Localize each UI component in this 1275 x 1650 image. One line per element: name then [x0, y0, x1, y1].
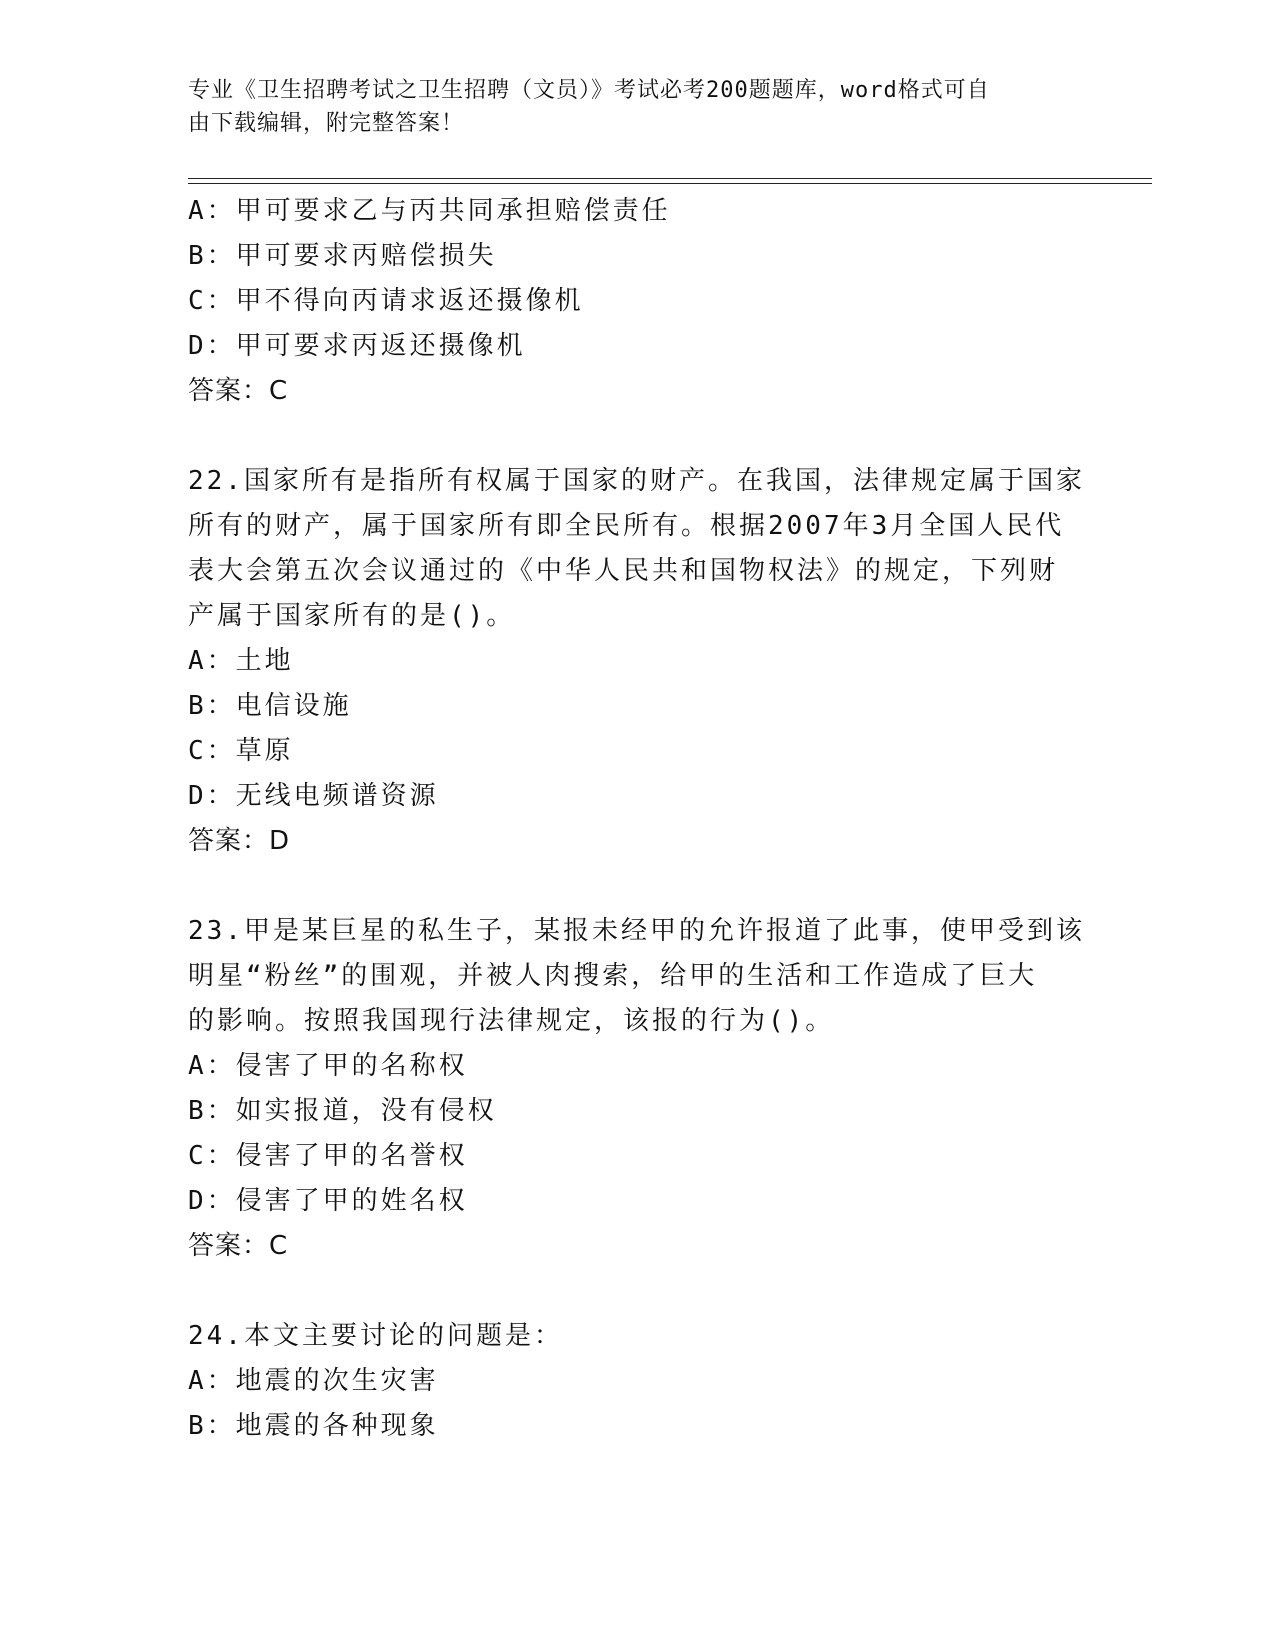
question-24 — [188, 1314, 1088, 1449]
question-stem-line: 23.甲是某巨星的私生子，某报未经甲的允许报道了此事，使甲受到该 — [188, 916, 1085, 946]
option-a: A：地震的次生灾害 — [188, 1366, 439, 1396]
question-stem-line: 产属于国家所有的是()。 — [188, 601, 516, 631]
spacer — [188, 1269, 1088, 1314]
answer: 答案：C — [188, 376, 289, 406]
header-divider-bottom — [188, 183, 1152, 184]
document-header — [188, 74, 1068, 140]
option-a: A：甲可要求乙与丙共同承担赔偿责任 — [188, 196, 671, 226]
header-line-1: 专业《卫生招聘考试之卫生招聘（文员）》考试必考200题题库，word格式可自 — [188, 78, 990, 103]
option-c: C：侵害了甲的名誉权 — [188, 1141, 468, 1171]
option-c: C：甲不得向丙请求返还摄像机 — [188, 286, 584, 316]
option-a: A：土地 — [188, 646, 294, 676]
header-line-2: 由下载编辑，附完整答案！ — [188, 111, 465, 136]
question-22 — [188, 459, 1088, 864]
answer: 答案：C — [188, 1231, 289, 1261]
question-23 — [188, 909, 1088, 1269]
option-b: B：如实报道，没有侵权 — [188, 1096, 497, 1126]
spacer — [188, 864, 1088, 909]
question-stem-line: 24.本文主要讨论的问题是： — [188, 1321, 563, 1351]
option-a: A：侵害了甲的名称权 — [188, 1051, 468, 1081]
answer: 答案：D — [188, 826, 291, 856]
question-stem-line: 22.国家所有是指所有权属于国家的财产。在我国，法律规定属于国家 — [188, 466, 1085, 496]
question-21 — [188, 189, 1088, 414]
question-stem-line: 的影响。按照我国现行法律规定，该报的行为()。 — [188, 1006, 835, 1036]
option-d: D：无线电频谱资源 — [188, 781, 439, 811]
question-stem-line: 明星“粉丝”的围观，并被人肉搜索，给甲的生活和工作造成了巨大 — [188, 961, 1038, 991]
option-d: D：侵害了甲的姓名权 — [188, 1186, 468, 1216]
option-d: D：甲可要求丙返还摄像机 — [188, 331, 526, 361]
question-stem-line: 表大会第五次会议通过的《中华人民共和国物权法》的规定，下列财 — [188, 556, 1059, 586]
option-b: B：电信设施 — [188, 691, 352, 721]
option-b: B：甲可要求丙赔偿损失 — [188, 241, 497, 271]
question-stem-line: 所有的财产，属于国家所有即全民所有。根据2007年3月全国人民代 — [188, 511, 1065, 541]
option-c: C：草原 — [188, 736, 294, 766]
option-b: B：地震的各种现象 — [188, 1411, 439, 1441]
spacer — [188, 414, 1088, 459]
header-divider-top — [188, 178, 1152, 179]
question-content — [188, 189, 1088, 1449]
